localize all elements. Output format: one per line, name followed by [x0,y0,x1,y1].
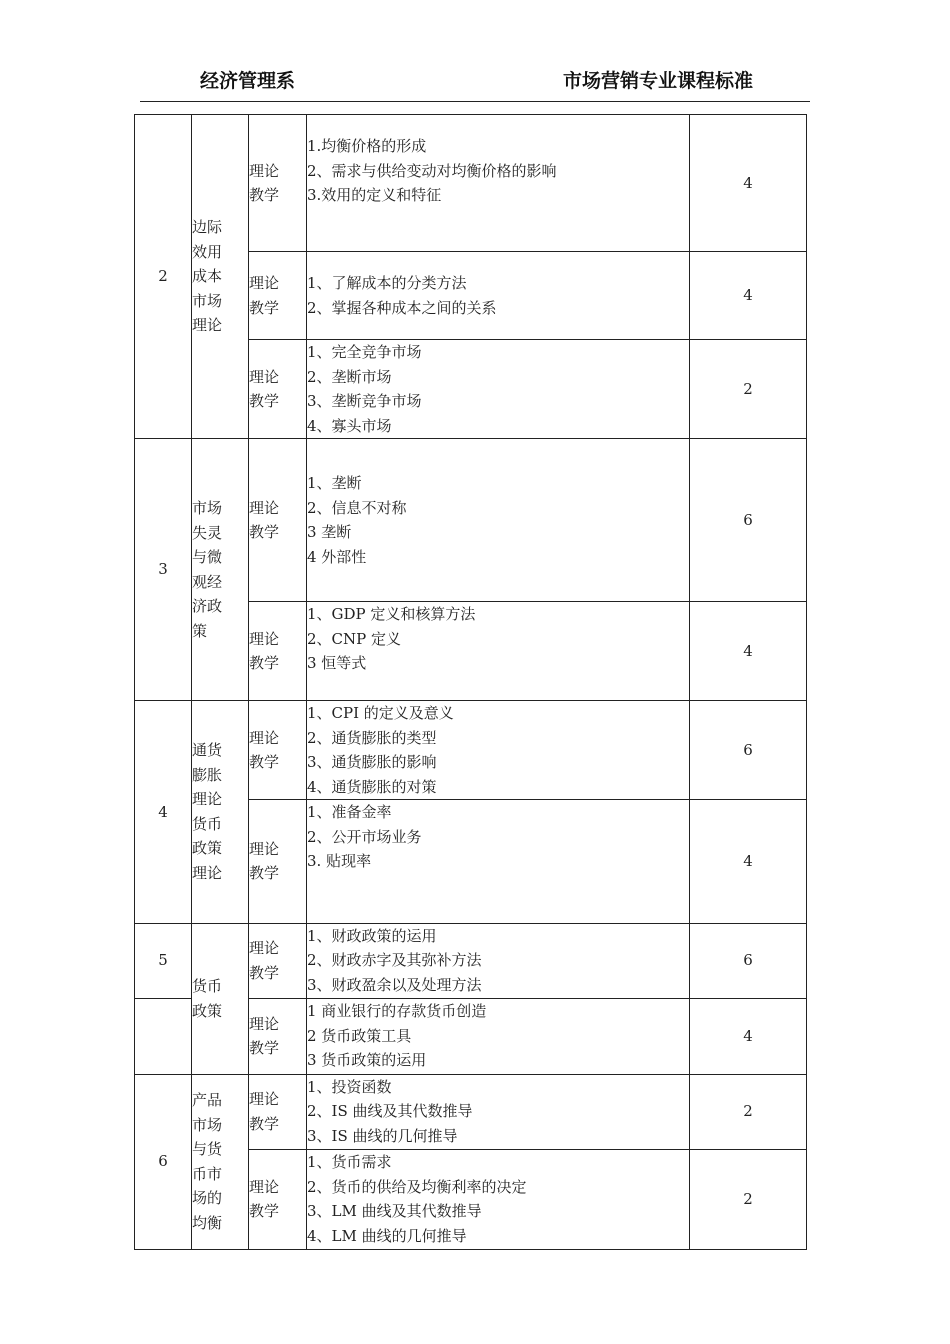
department-name: 经济管理系 [200,70,296,92]
teaching-content: 1.均衡价格的形成 2、需求与供给变动对均衡价格的影响 3.效用的定义和特征 [307,115,690,252]
teaching-content: 1、完全竞争市场 2、垄断市场 3、垄断竞争市场 4、寡头市场 [307,340,690,439]
class-hours: 6 [690,701,807,800]
teaching-type: 理论教学 [249,1074,307,1149]
teaching-type: 理论教学 [249,115,307,252]
unit-number [135,998,192,1074]
class-hours: 6 [690,439,807,602]
class-hours: 4 [690,602,807,701]
teaching-content: 1、GDP 定义和核算方法 2、CNP 定义 3 恒等式 [307,602,690,701]
class-hours: 6 [690,923,807,998]
teaching-content: 1、垄断 2、信息不对称 3 垄断 4 外部性 [307,439,690,602]
teaching-type: 理论教学 [249,998,307,1074]
teaching-content: 1、投资函数 2、IS 曲线及其代数推导 3、IS 曲线的几何推导 [307,1074,690,1149]
class-hours: 2 [690,1074,807,1149]
teaching-type: 理论教学 [249,439,307,602]
course-schedule-table [134,114,807,1250]
class-hours: 4 [690,115,807,252]
unit-number: 5 [135,923,192,998]
class-hours: 4 [690,252,807,340]
unit-topic: 边际效用成本市场理论 [192,115,249,439]
document-title: 市场营销专业课程标准 [563,70,754,92]
unit-number: 3 [135,439,192,701]
teaching-type: 理论教学 [249,800,307,924]
table-row [135,1074,807,1149]
teaching-type: 理论教学 [249,252,307,340]
page-header [0,0,950,104]
header-rule [140,101,810,102]
teaching-content: 1 商业银行的存款货币创造 2 货币政策工具 3 货币政策的运用 [307,998,690,1074]
teaching-type: 理论教学 [249,340,307,439]
table-row [135,701,807,800]
unit-number: 6 [135,1074,192,1249]
table-row [135,439,807,602]
teaching-type: 理论教学 [249,923,307,998]
table-row [135,115,807,252]
teaching-type: 理论教学 [249,1149,307,1249]
teaching-content: 1、准备金率 2、公开市场业务 3. 贴现率 [307,800,690,924]
class-hours: 2 [690,1149,807,1249]
unit-number: 4 [135,701,192,924]
class-hours: 2 [690,340,807,439]
unit-topic: 产品市场与货币市场的均衡 [192,1074,249,1249]
class-hours: 4 [690,800,807,924]
teaching-content: 1、财政政策的运用 2、财政赤字及其弥补方法 3、财政盈余以及处理方法 [307,923,690,998]
teaching-type: 理论教学 [249,602,307,701]
teaching-type: 理论教学 [249,701,307,800]
table-row [135,923,807,998]
teaching-content: 1、了解成本的分类方法 2、掌握各种成本之间的关系 [307,252,690,340]
unit-topic: 货币政策 [192,923,249,1074]
unit-topic: 通货膨胀理论货币政策理论 [192,701,249,924]
unit-number: 2 [135,115,192,439]
unit-topic: 市场失灵与微观经济政策 [192,439,249,701]
teaching-content: 1、货币需求 2、货币的供给及均衡利率的决定 3、LM 曲线及其代数推导 4、LM 曲线的几何推导 [307,1149,690,1249]
teaching-content: 1、CPI 的定义及意义 2、通货膨胀的类型 3、通货膨胀的影响 4、通货膨胀的对策 [307,701,690,800]
class-hours: 4 [690,998,807,1074]
